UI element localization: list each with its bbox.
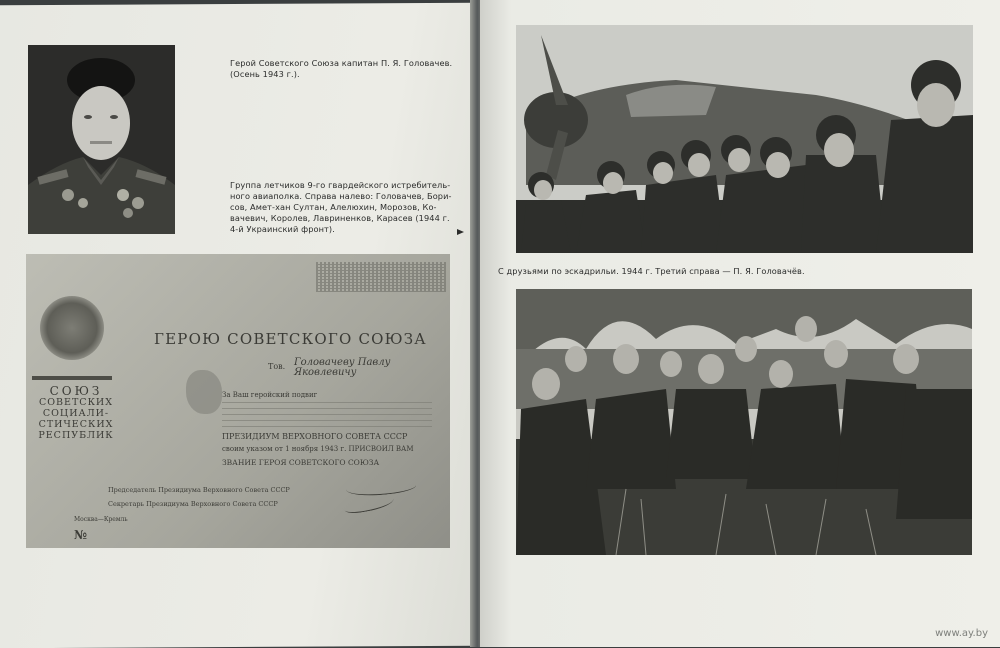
watermark: www.ay.by	[935, 628, 988, 639]
handwritten-name: Головачеву Павлу Яковлевичу	[294, 357, 391, 378]
side-line: РЕСПУБЛИК	[38, 430, 114, 441]
caption-line: сов, Амет-хан Султан, Алелюхин, Морозов, Ко-	[230, 202, 437, 212]
emblem-bar	[32, 376, 112, 380]
squadron-photo	[516, 289, 972, 555]
arrow-icon	[457, 229, 464, 235]
caption-line: ного авиаполка. Справа налево: Головачев, Бори-	[230, 191, 452, 201]
cert-body-line: За Ваш геройский подвиг	[222, 391, 318, 399]
cert-heading: ГЕРОЮ СОВЕТСКОГО СОЮЗА	[154, 330, 427, 348]
caption-line: вачевич, Королев, Лавриненков, Карасев (1944 г.	[230, 213, 450, 223]
cert-number-label: №	[74, 528, 88, 542]
pilots-group-photo	[516, 25, 973, 253]
cert-decree: своим указом от 1 ноября 1943 г. ПРИСВОИЛ ВАМ	[222, 445, 414, 453]
side-line: СОЦИАЛИ-	[42, 408, 110, 419]
state-emblem-icon	[40, 296, 104, 360]
cert-place: Москва—Кремль	[74, 516, 128, 523]
cert-title: ЗВАНИЕ ГЕРОЯ СОВЕТСКОГО СОЮЗА	[222, 458, 380, 467]
side-line: СОЮЗ	[49, 384, 103, 398]
portrait-photo	[28, 45, 175, 234]
side-line: СТИЧЕСКИХ	[38, 419, 114, 430]
hero-certificate	[26, 254, 450, 548]
portrait-caption: Герой Советского Союза капитан П. Я. Головачев. (Осень 1943 г.).	[230, 58, 453, 79]
squadron-caption: С друзьями по эскадрильи. 1944 г. Третий справа — П. Я. Головачёв.	[498, 266, 805, 276]
ornate-initial-icon	[186, 370, 222, 414]
cert-secretary: Секретарь Президиума Верховного Совета СССР	[108, 500, 278, 508]
cert-fine-lines	[222, 402, 432, 428]
halftone-block	[316, 262, 446, 292]
cert-presidium: ПРЕЗИДИУМ ВЕРХОВНОГО СОВЕТА СССР	[222, 432, 408, 441]
greeting-prefix: Тов.	[268, 362, 286, 371]
signature-icon	[343, 494, 394, 515]
pilots-group-caption	[230, 180, 466, 235]
cert-side-text	[36, 386, 116, 441]
caption-line: 4-й Украинский фронт).	[230, 224, 335, 234]
caption-line: Группа летчиков 9-го гвардейского истребитель-	[230, 180, 451, 190]
cert-chairman: Председатель Президиума Верховного Совета СССР	[108, 486, 290, 494]
side-line: СОВЕТСКИХ	[39, 397, 113, 408]
